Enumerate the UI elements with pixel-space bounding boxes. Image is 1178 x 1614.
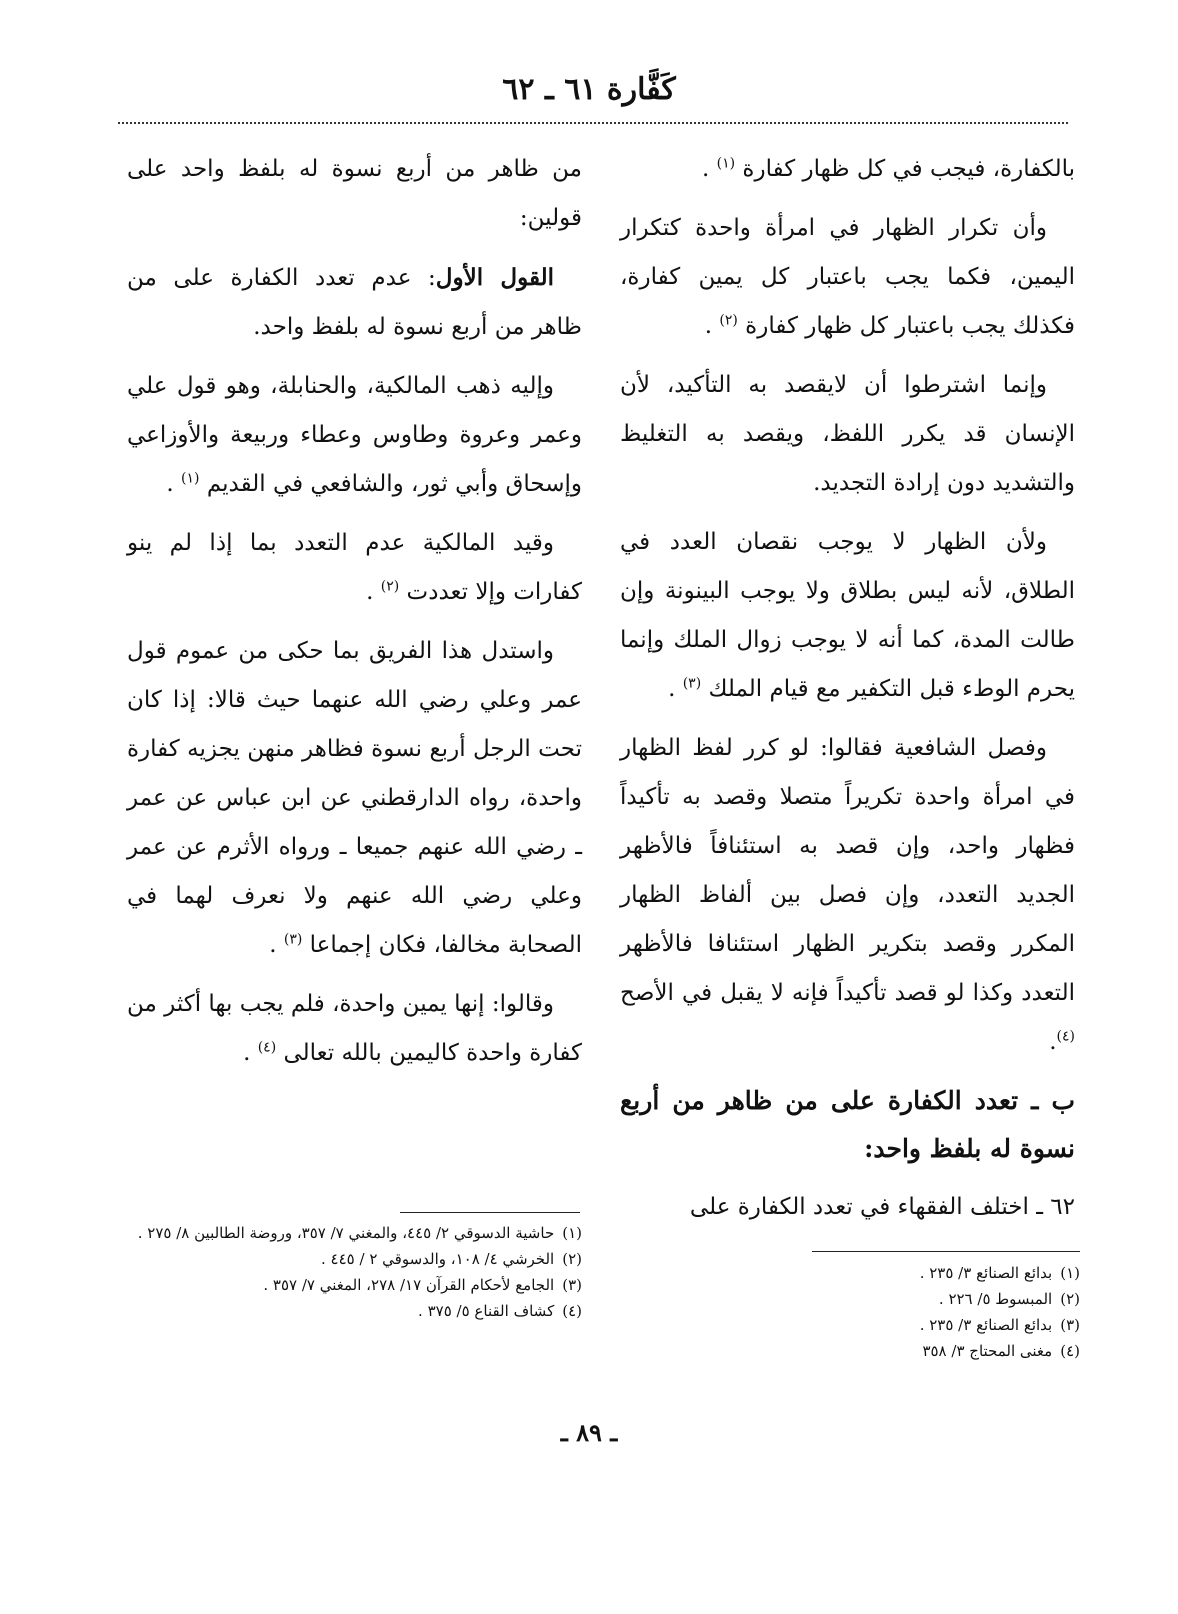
footnote-number: (٤) (562, 1302, 582, 1320)
paragraph-end: . (366, 579, 381, 605)
paragraph-text: وإنما اشترطوا أن لايقصد به التأكيد، لأن الإنسان قد يكرر اللفظ، ويقصد به التغليظ والتشديد دون إرادة التجديد. (620, 372, 1075, 496)
footnote-text: بدائع الصنائع ٣/ ٢٣٥ . (919, 1264, 1053, 1282)
footnote (640, 1340, 1080, 1363)
footnote-text: حاشية الدسوقي ٢/ ٤٤٥، والمغني ٧/ ٣٥٧، وروضة الطالبين ٨/ ٢٧٥ . (137, 1224, 555, 1242)
footnote (127, 1222, 582, 1245)
page-number: ـ ٨٩ ـ (560, 1418, 618, 1447)
paragraph-text: من ظاهر من أربع نسوة له بلفظ واحد على قولين: (127, 156, 582, 231)
footnote-text: الخرشي ٤/ ١٠٨، والدسوقي ٢ / ٤٤٥ . (321, 1250, 555, 1268)
paragraph-text: وقيد المالكية عدم التعدد بما إذا لم ينو كفارات وإلا تعددت (127, 530, 582, 605)
paragraph (620, 518, 1075, 714)
paragraph-text: ٦٢ ـ اختلف الفقهاء في تعدد الكفارة على (689, 1194, 1075, 1220)
left-column (127, 145, 582, 1088)
paragraph (620, 724, 1075, 1067)
footnote-number: (٣) (1060, 1316, 1080, 1334)
paragraph (127, 519, 582, 617)
paragraph (620, 145, 1075, 194)
header-dotted-rule (118, 122, 1068, 124)
paragraph-text: واستدل هذا الفريق بما حكى من عموم قول عمر وعلي رضي الله عنهما حيث قالا: إذا كان تحت الرجل أربع نسوة فظاهر منهن يجزيه كفارة واحدة، رواه الدارقطني عن ابن عباس عن عمر ـ رضي الله عنهم جميعا ـ ورواه الأثرم عن عمر وعلي رضي الله عنهم ولا نعرف لهما في الصحابة مخالفا، فكان إجماعا (127, 638, 582, 958)
footnote-marker: (٣) (682, 675, 702, 692)
footnote-number: (٣) (562, 1276, 582, 1294)
footnote-text: الجامع لأحكام القرآن ١٧/ ٢٧٨، المغني ٧/ ٣٥٧ . (263, 1276, 555, 1294)
footnote-number: (٤) (1060, 1342, 1080, 1360)
footnote-number: (١) (1060, 1264, 1080, 1282)
paragraph-text: ولأن الظهار لا يوجب نقصان العدد في الطلاق، لأنه ليس بطلاق ولا يوجب البينونة وإن طالت المدة، كما أنه لا يوجب زوال الملك وإنما يحرم الوطء قبل التكفير مع قيام الملك (620, 529, 1075, 702)
footnote-marker: (٤) (257, 1039, 277, 1056)
footnote-marker: (٣) (283, 931, 303, 948)
footnote-number: (٢) (1060, 1290, 1080, 1308)
footnote-separator-left (400, 1212, 580, 1213)
section-heading: ب ـ تعدد الكفارة على من ظاهر من أربع نسوة له بلفظ واحد: (620, 1086, 1075, 1163)
footnote (640, 1262, 1080, 1285)
paragraph (620, 204, 1075, 351)
paragraph (127, 980, 582, 1078)
paragraph-end: . (166, 471, 182, 497)
footnote (127, 1300, 582, 1323)
footnotes-right (640, 1262, 1080, 1366)
footnote-marker: (٢) (380, 578, 400, 595)
footnote-text: المبسوط ٥/ ٢٢٦ . (938, 1290, 1053, 1308)
right-column (620, 145, 1075, 1242)
footnotes-left (127, 1222, 582, 1326)
paragraph-text: بالكفارة، فيجب في كل ظهار كفارة (742, 156, 1075, 182)
footnote-text: مغنى المحتاج ٣/ ٣٥٨ (922, 1342, 1053, 1360)
footnote-marker: (١) (181, 470, 200, 487)
footnote-text: بدائع الصنائع ٣/ ٢٣٥ . (919, 1316, 1053, 1334)
footnote-marker: (١) (716, 155, 736, 172)
paragraph-end: . (1049, 1029, 1057, 1055)
paragraph (620, 361, 1075, 508)
paragraph-text: وقالوا: إنها يمين واحدة، فلم يجب بها أكثر من كفارة واحدة كاليمين بالله تعالى (127, 991, 582, 1066)
paragraph-text: وأن تكرار الظهار في امرأة واحدة كتكرار اليمين، فكما يجب باعتبار كل يمين كفارة، فكذلك يجب باعتبار كل ظهار كفارة (620, 215, 1075, 339)
page-header-title: كَفَّارة ٦١ ـ ٦٢ (502, 72, 676, 107)
paragraph (620, 1183, 1075, 1232)
footnote-marker: (٤) (1056, 1028, 1075, 1045)
paragraph-end: . (243, 1040, 258, 1066)
paragraph-lead: القول الأول (435, 264, 554, 291)
paragraph (127, 145, 582, 243)
paragraph-text: : عدم تعدد الكفارة على من ظاهر من أربع نسوة له بلفظ واحد. (127, 265, 582, 340)
paragraph-end: . (702, 156, 717, 182)
footnote-marker: (٢) (719, 312, 738, 329)
paragraph (127, 362, 582, 509)
footnote-separator-right (812, 1251, 1080, 1252)
paragraph-text: وإليه ذهب المالكية، والحنابلة، وهو قول علي وعمر وعروة وطاوس وعطاء وربيعة والأوزاعي وإسحاق وأبي ثور، والشافعي في القديم (127, 373, 582, 497)
paragraph-text: وفصل الشافعية فقالوا: لو كرر لفظ الظهار في امرأة واحدة تكريراً متصلا وقصد به تأكيداً فظهار واحد، وإن قصد به استئنافاً فالأظهر الجديد التعدد، وإن فصل بين ألفاظ الظهار المكرر وقصد بتكرير الظهار استئنافا فالأظهر التعدد وكذا لو قصد تأكيداً فإنه لا يقبل في الأصح (620, 735, 1075, 1006)
footnote-text: كشاف القناع ٥/ ٣٧٥ . (418, 1302, 555, 1320)
footnote (640, 1314, 1080, 1337)
footnote-number: (١) (562, 1224, 582, 1242)
footnote-number: (٢) (562, 1250, 582, 1268)
paragraph-end: . (704, 313, 720, 339)
footnote (127, 1274, 582, 1297)
paragraph (127, 627, 582, 970)
paragraph-end: . (269, 932, 284, 958)
paragraph-end: . (668, 676, 683, 702)
footnote (640, 1288, 1080, 1311)
paragraph (127, 253, 582, 352)
footnote (127, 1248, 582, 1271)
